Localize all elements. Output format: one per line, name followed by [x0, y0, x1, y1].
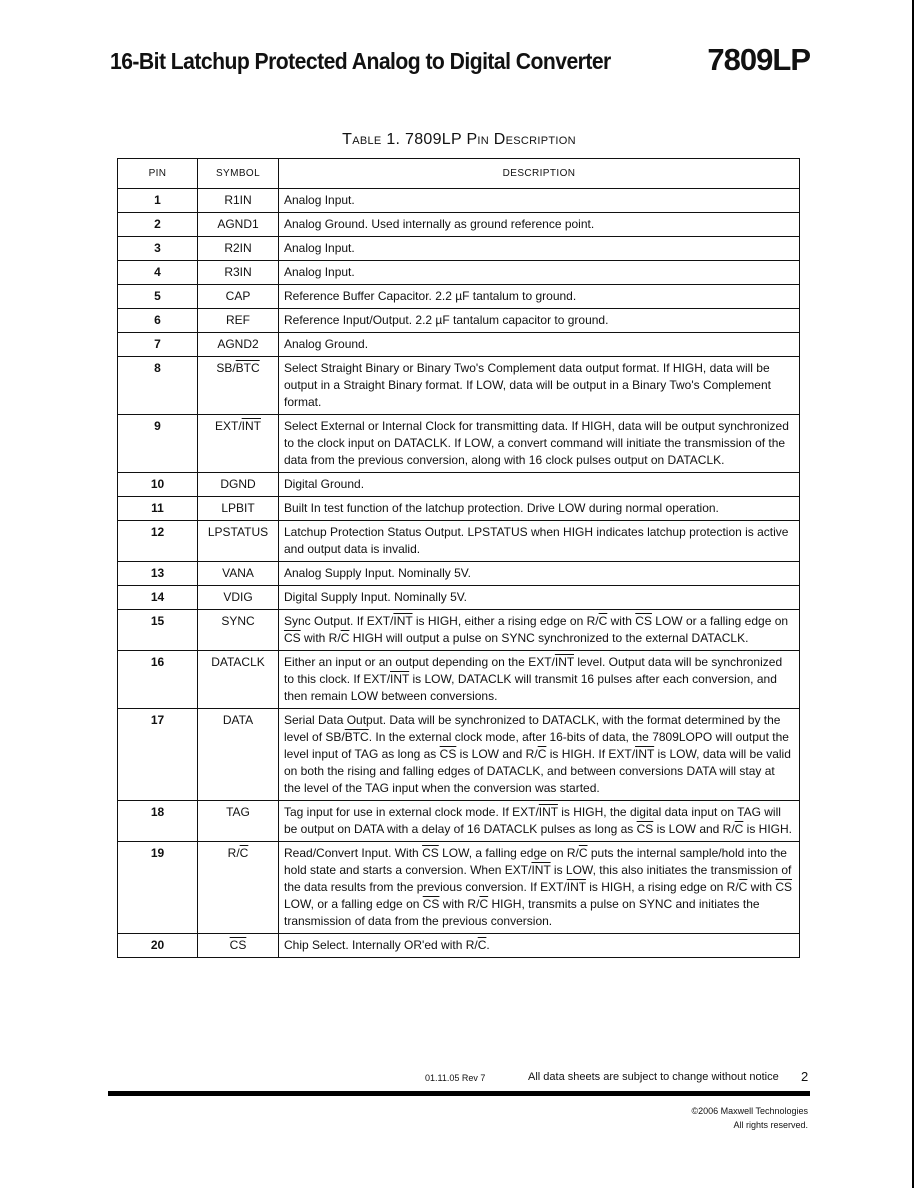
overlined-signal: $\overline{C}$ — [477, 938, 487, 952]
pin-description-cell — [279, 261, 800, 285]
description-text: . — [486, 938, 490, 952]
description-text: with — [747, 880, 776, 894]
page-border — [912, 0, 914, 1188]
table-row — [118, 934, 800, 958]
document-title: 16-Bit Latchup Protected Analog to Digital Converter — [110, 48, 611, 74]
table-row — [118, 261, 800, 285]
table-row — [118, 709, 800, 801]
footer-revision: 01.11.05 Rev 7 — [425, 1073, 486, 1083]
description-text: is LOW and R/ — [653, 822, 735, 836]
description-text: is LOW, DATACLK will transmit 16 pulses after each conversion, and then remain LOW between conversions. — [284, 672, 777, 703]
pin-number-cell: 3 — [118, 237, 198, 261]
overlined-signal: $\overline{CS}$ — [422, 897, 440, 911]
table-row — [118, 415, 800, 473]
table-caption — [0, 131, 918, 149]
pin-description-cell — [279, 189, 800, 213]
description-text: Serial Data Output. Data will be synchronized to DATACLK, with the format determined by the level of SB/ — [284, 713, 781, 744]
description-text: Built In test function of the latchup protection. Drive LOW during normal operation. — [284, 501, 719, 515]
table-row — [118, 213, 800, 237]
overlined-signal: $\overline{C}$ — [537, 747, 547, 761]
table-row — [118, 586, 800, 610]
description-text: Analog Ground. — [284, 337, 369, 351]
pin-number-cell: 11 — [118, 497, 198, 521]
description-text: Select Straight Binary or Binary Two's Complement data output format. If HIGH, data will be output in a Straight Binary format. If LOW, data will be output in a Binary Two's Complement format. — [284, 361, 771, 409]
description-text: LOW, or a falling edge on — [284, 897, 423, 911]
pin-number-cell: 8 — [118, 357, 198, 415]
pin-description-cell — [279, 357, 800, 415]
pin-symbol-cell: SYNC — [198, 610, 279, 651]
pin-number-cell: 7 — [118, 333, 198, 357]
table-row — [118, 610, 800, 651]
description-text: Chip Select. Internally OR'ed with R/ — [284, 938, 478, 952]
description-text: is HIGH. — [743, 822, 793, 836]
overlined-signal: $\overline{C}$ — [578, 846, 588, 860]
pin-number-cell: 18 — [118, 801, 198, 842]
pin-number-cell: 15 — [118, 610, 198, 651]
overlined-signal: $\overline{CS}$ — [422, 846, 439, 860]
pin-number-cell: 6 — [118, 309, 198, 333]
overlined-signal: $\overline{C}$ — [734, 822, 744, 836]
description-text: Select External or Internal Clock for transmitting data. If HIGH, data will be output synchronized to the clock input on DATACLK. If LOW, a convert command will initiate the transmission of the data from the previous conversion, along with 16 clock pulses output on DATACLK. — [284, 419, 789, 467]
overlined-signal: $\overline{C}$ — [598, 614, 608, 628]
pin-symbol-cell: DGND — [198, 473, 279, 497]
overlined-signal: $\overline{CS}$ — [636, 822, 654, 836]
pin-symbol-cell: DATA — [198, 709, 279, 801]
pin-description-cell — [279, 237, 800, 261]
pin-symbol-cell: R1IN — [198, 189, 279, 213]
table-row — [118, 357, 800, 415]
pin-symbol-cell: TAG — [198, 801, 279, 842]
description-text: Tag input for use in external clock mode. If EXT/ — [284, 805, 539, 819]
pin-number-cell: 14 — [118, 586, 198, 610]
pin-number-cell: 1 — [118, 189, 198, 213]
pin-description-cell — [279, 610, 800, 651]
page-number: 2 — [801, 1069, 809, 1084]
overlined-signal: $\overline{BTC}$ — [235, 361, 260, 375]
table-header-row — [118, 159, 800, 189]
pin-number-cell: 19 — [118, 842, 198, 934]
overlined-signal: $\overline{C}$ — [479, 897, 489, 911]
description-text: with R/ — [300, 631, 341, 645]
table-row — [118, 189, 800, 213]
pin-symbol-cell: REF — [198, 309, 279, 333]
pin-symbol-cell: DATACLK — [198, 651, 279, 709]
overlined-signal: $\overline{INT}$ — [393, 614, 413, 628]
table-row — [118, 333, 800, 357]
description-text: is HIGH, either a rising edge on R/ — [412, 614, 599, 628]
table-row — [118, 497, 800, 521]
table-row — [118, 309, 800, 333]
overlined-signal: $\overline{C}$ — [239, 846, 249, 860]
pin-symbol-cell: AGND1 — [198, 213, 279, 237]
copyright-text: ©2006 Maxwell Technologies — [691, 1106, 808, 1116]
pin-symbol-cell: $SB/\overline{BTC}$ — [198, 357, 279, 415]
caption-number: 1. 7809LP — [386, 131, 462, 148]
pin-description-cell — [279, 415, 800, 473]
description-text: LOW or a falling edge on — [651, 614, 789, 628]
footer-rule — [108, 1091, 810, 1096]
description-text: HIGH will output a pulse on SYNC synchronized to the external DATACLK. — [349, 631, 749, 645]
pin-number-cell: 4 — [118, 261, 198, 285]
description-text: Digital Ground. — [284, 477, 365, 491]
rights-text: All rights reserved. — [733, 1120, 808, 1130]
pin-description-cell — [279, 285, 800, 309]
pin-description-cell — [279, 213, 800, 237]
description-text: is LOW, this also initiates the transmission of the data results from the previous conversion. If EXT/ — [284, 863, 792, 894]
description-text: Sync Output. If EXT/ — [284, 614, 394, 628]
pin-symbol-cell: LPBIT — [198, 497, 279, 521]
overlined-signal: $\overline{CS}$ — [284, 631, 301, 645]
pin-description-cell — [279, 497, 800, 521]
description-text: Analog Input. — [284, 265, 355, 279]
column-header-symbol: SYMBOL — [198, 159, 279, 189]
overlined-signal: $\overline{INT}$ — [241, 419, 261, 433]
pin-description-table — [117, 158, 800, 958]
description-text: Reference Input/Output. 2.2 µF tantalum capacitor to ground. — [284, 313, 609, 327]
caption-prefix: Table — [342, 131, 382, 148]
footer-copyright-block — [691, 1104, 808, 1132]
description-text: LOW, a falling edge on R/ — [438, 846, 579, 860]
description-text: level. Output data will be synchronized to this clock. If EXT/ — [284, 655, 783, 686]
table-row — [118, 521, 800, 562]
pin-description-cell — [279, 586, 800, 610]
description-text: Analog Ground. Used internally as ground reference point. — [284, 217, 595, 231]
description-text: Digital Supply Input. Nominally 5V. — [284, 590, 467, 604]
pin-description-cell — [279, 473, 800, 497]
description-text: Reference Buffer Capacitor. 2.2 µF tantalum to ground. — [284, 289, 577, 303]
pin-number-cell: 12 — [118, 521, 198, 562]
pin-symbol-cell: AGND2 — [198, 333, 279, 357]
part-number: 7809LP — [707, 42, 810, 77]
column-header-description: DESCRIPTION — [279, 159, 800, 189]
overlined-signal: $\overline{INT}$ — [554, 655, 574, 669]
pin-description-cell — [279, 801, 800, 842]
pin-symbol-cell: R2IN — [198, 237, 279, 261]
pin-description-cell — [279, 709, 800, 801]
pin-description-cell — [279, 562, 800, 586]
overlined-signal: $\overline{BTC}$ — [344, 730, 369, 744]
table-body — [118, 189, 800, 958]
pin-description-cell — [279, 842, 800, 934]
pin-description-cell — [279, 934, 800, 958]
description-text: Latchup Protection Status Output. LPSTATUS when HIGH indicates latchup protection is active and output data is invalid. — [284, 525, 789, 556]
overlined-signal: $\overline{CS}$ — [775, 880, 793, 894]
description-text: . In the external clock mode, after 16-bits of data, the 7809LOPO will output the level input of TAG as long as — [284, 730, 789, 761]
pin-number-cell: 9 — [118, 415, 198, 473]
description-text: is HIGH, the digital data input on TAG will be output on DATA with a delay of 16 DATACLK pulses as long as — [284, 805, 781, 836]
pin-symbol-cell: VDIG — [198, 586, 279, 610]
pin-number-cell: 16 — [118, 651, 198, 709]
pin-number-cell: 17 — [118, 709, 198, 801]
description-text: with R/ — [439, 897, 480, 911]
description-text: Read/Convert Input. With — [284, 846, 423, 860]
overlined-signal: $\overline{INT}$ — [566, 880, 586, 894]
overlined-signal: $\overline{INT}$ — [531, 863, 551, 877]
pin-description-cell — [279, 521, 800, 562]
table-row — [118, 562, 800, 586]
overlined-signal: $\overline{INT}$ — [635, 747, 655, 761]
description-text: is HIGH, a rising edge on R/ — [585, 880, 739, 894]
description-text: is LOW, data will be valid on both the rising and falling edges of DATACLK, and between conversions DATA will stay at the level of the TAG input when the conversion was started. — [284, 747, 791, 795]
pin-description-cell — [279, 651, 800, 709]
description-text: Analog Supply Input. Nominally 5V. — [284, 566, 472, 580]
overlined-signal: $\overline{INT}$ — [390, 672, 410, 686]
table-row — [118, 285, 800, 309]
description-text: is HIGH. If EXT/ — [546, 747, 636, 761]
pin-number-cell: 13 — [118, 562, 198, 586]
overlined-signal: $\overline{C}$ — [738, 880, 748, 894]
table-row — [118, 842, 800, 934]
pin-number-cell: 2 — [118, 213, 198, 237]
pin-symbol-cell: CAP — [198, 285, 279, 309]
pin-description-cell — [279, 333, 800, 357]
pin-description-cell — [279, 309, 800, 333]
pin-symbol-cell: VANA — [198, 562, 279, 586]
description-text: puts the internal sample/hold into the hold state and starts a conversion. When EXT/ — [284, 846, 787, 877]
description-text: Either an input or an output depending on the EXT/ — [284, 655, 555, 669]
description-text: Analog Input. — [284, 241, 355, 255]
overlined-signal: $\overline{CS}$ — [229, 938, 247, 952]
footer-notice: All data sheets are subject to change without notice — [528, 1071, 779, 1083]
overlined-signal: $\overline{INT}$ — [538, 805, 558, 819]
column-header-pin: PIN — [118, 159, 198, 189]
overlined-signal: $\overline{CS}$ — [635, 614, 652, 628]
pin-symbol-cell — [198, 934, 279, 958]
pin-number-cell: 10 — [118, 473, 198, 497]
description-text: HIGH, transmits a pulse on SYNC and initiates the transmission of data from the previous conversion. — [284, 897, 760, 928]
description-text: Analog Input. — [284, 193, 355, 207]
caption-suffix: Pin Description — [466, 131, 576, 148]
pin-symbol-cell: R3IN — [198, 261, 279, 285]
overlined-signal: $\overline{CS}$ — [439, 747, 457, 761]
pin-number-cell: 20 — [118, 934, 198, 958]
table-row — [118, 651, 800, 709]
description-text: is LOW and R/ — [456, 747, 538, 761]
table-row — [118, 473, 800, 497]
overlined-signal: $\overline{C}$ — [340, 631, 350, 645]
pin-symbol-cell: $R/\overline{C}$ — [198, 842, 279, 934]
pin-symbol-cell: LPSTATUS — [198, 521, 279, 562]
pin-number-cell: 5 — [118, 285, 198, 309]
table-row — [118, 237, 800, 261]
description-text: with — [607, 614, 636, 628]
pin-symbol-cell: EXT/$\overline{INT}$ — [198, 415, 279, 473]
table-row — [118, 801, 800, 842]
